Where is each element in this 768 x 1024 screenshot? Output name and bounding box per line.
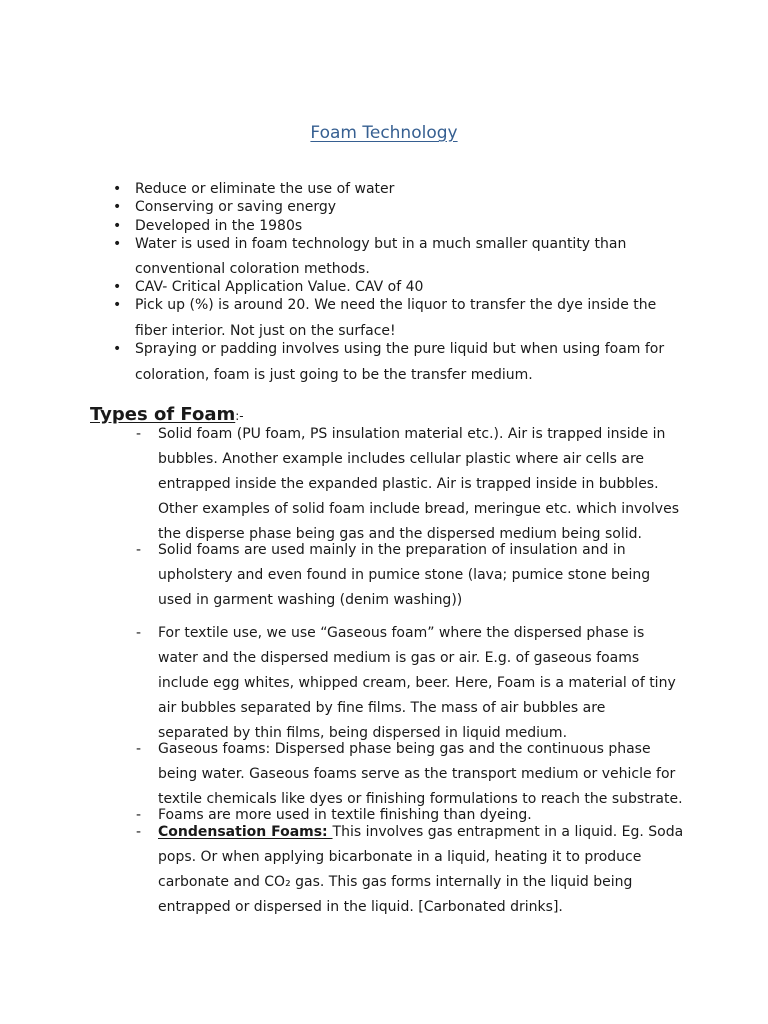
item-line: pops. Or when applying bicarbonate in a liquid, heating it to produce <box>158 849 642 865</box>
bullet-line: Developed in the 1980s <box>135 218 303 234</box>
bullet-marker: • <box>113 236 122 252</box>
item-line-text: This involves gas entrapment in a liquid. Eg. Soda <box>332 824 684 840</box>
item-line: being water. Gaseous foams serve as the transport medium or vehicle for <box>158 766 676 782</box>
item-line: separated by thin films, being dispersed in liquid medium. <box>158 725 568 741</box>
item-line <box>158 824 683 841</box>
item-line: entrapped or dispersed in the liquid. [Carbonated drinks]. <box>158 899 563 915</box>
bullet-line: Water is used in foam technology but in a much smaller quantity than <box>135 236 627 252</box>
item-line: the disperse phase being gas and the dispersed medium being solid. <box>158 526 642 542</box>
dash-marker: - <box>136 741 142 757</box>
item-line: bubbles. Another example includes cellular plastic where air cells are <box>158 451 645 467</box>
item-line: Solid foam (PU foam, PS insulation material etc.). Air is trapped inside in <box>158 426 666 442</box>
item-line: Solid foams are used mainly in the preparation of insulation and in <box>158 542 626 558</box>
item-line: Foams are more used in textile finishing than dyeing. <box>158 807 532 823</box>
item-line: water and the dispersed medium is gas or air. E.g. of gaseous foams <box>158 650 640 666</box>
bullet-line: fiber interior. Not just on the surface! <box>135 323 396 339</box>
dash-marker: - <box>136 542 142 558</box>
item-line: include egg whites, whipped cream, beer. Here, Foam is a material of tiny <box>158 675 676 691</box>
section-heading-suffix: :- <box>235 409 244 423</box>
dash-marker: - <box>136 426 142 442</box>
bullet-marker: • <box>113 218 122 234</box>
page-title: Foam Technology <box>310 123 458 143</box>
bullet-line: Conserving or saving energy <box>135 199 337 215</box>
bullet-marker: • <box>113 199 122 215</box>
section-heading-text: Types of Foam <box>90 404 236 425</box>
bullet-line: Pick up (%) is around 20. We need the liquor to transfer the dye inside the <box>135 297 657 313</box>
item-line: used in garment washing (denim washing)) <box>158 592 463 608</box>
bullet-marker: • <box>113 341 122 357</box>
dash-marker: - <box>136 807 142 823</box>
item-line: textile chemicals like dyes or finishing formulations to reach the substrate. <box>158 791 683 807</box>
section-heading <box>90 404 244 425</box>
item-line: entrapped inside the expanded plastic. Air is trapped inside in bubbles. <box>158 476 659 492</box>
bullet-line: CAV- Critical Application Value. CAV of 40 <box>135 279 424 295</box>
dash-marker: - <box>136 625 142 641</box>
item-line: Gaseous foams: Dispersed phase being gas and the continuous phase <box>158 741 651 757</box>
item-line: Other examples of solid foam include bread, meringue etc. which involves <box>158 501 679 517</box>
bullet-line: conventional coloration methods. <box>135 261 370 277</box>
item-line: carbonate and CO₂ gas. This gas forms internally in the liquid being <box>158 874 633 890</box>
item-line: air bubbles separated by fine films. The mass of air bubbles are <box>158 700 606 716</box>
item-line: For textile use, we use “Gaseous foam” where the dispersed phase is <box>158 625 645 641</box>
bullet-line: Spraying or padding involves using the pure liquid but when using foam for <box>135 341 665 357</box>
item-line: upholstery and even found in pumice stone (lava; pumice stone being <box>158 567 651 583</box>
bullet-line: coloration, foam is just going to be the transfer medium. <box>135 367 533 383</box>
bullet-marker: • <box>113 297 122 313</box>
bullet-marker: • <box>113 181 122 197</box>
bullet-marker: • <box>113 279 122 295</box>
dash-marker: - <box>136 824 142 840</box>
bullet-line: Reduce or eliminate the use of water <box>135 181 395 197</box>
condensation-foams-label: Condensation Foams: <box>158 824 333 840</box>
